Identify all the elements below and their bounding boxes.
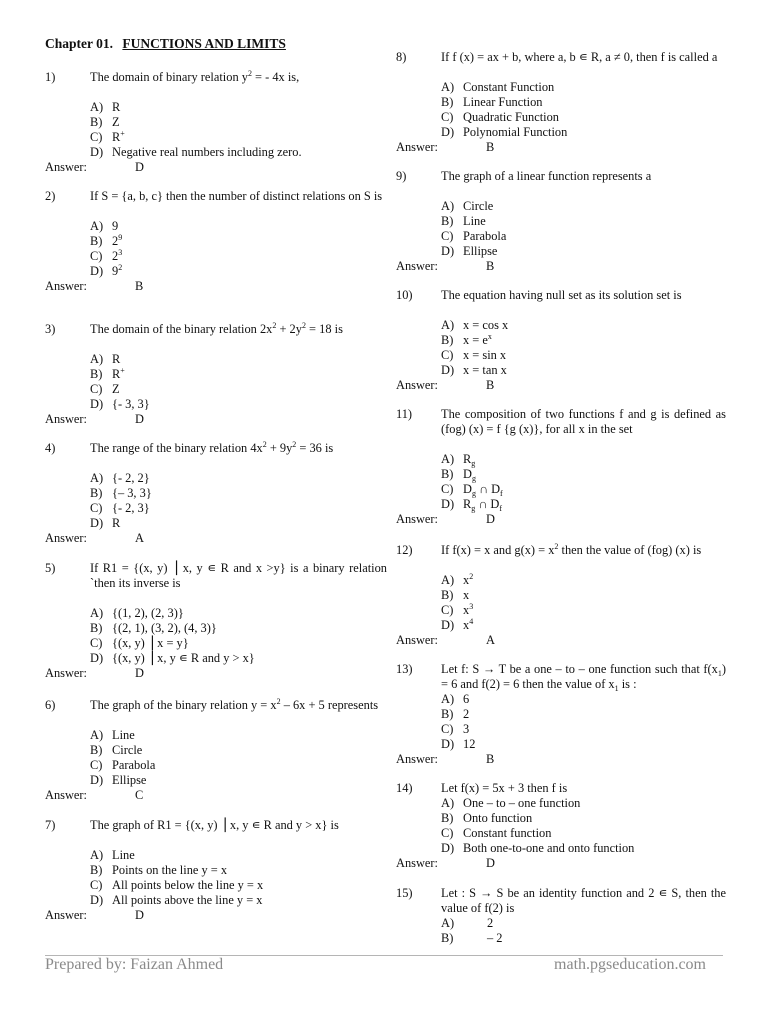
option-a: A) One – to – one function bbox=[441, 796, 581, 810]
answer-value: D bbox=[486, 856, 495, 870]
answer-value: B bbox=[135, 279, 144, 293]
question-stem: 11) The composition of two functions f and g is defined as (fog) (x) = f {g (x)}, for all x in the set bbox=[396, 407, 726, 436]
question-number: 6) bbox=[45, 698, 56, 712]
question-8 bbox=[396, 50, 726, 155]
question-number: 9) bbox=[396, 169, 407, 183]
answer-line: Answer: B bbox=[396, 140, 495, 154]
option-c: C) $2^3$ bbox=[90, 248, 123, 263]
question-number: 10) bbox=[396, 288, 413, 302]
question-stem: 15) Let : S → S be an identity function and 2 ∊ S, then the value of f(2) is bbox=[396, 886, 726, 915]
question-stem: 10) The equation having null set as its solution set is bbox=[396, 288, 682, 302]
question-13 bbox=[396, 662, 726, 767]
answer-value: A bbox=[486, 633, 495, 647]
question-number: 7) bbox=[45, 818, 56, 832]
options bbox=[45, 848, 387, 908]
chapter-number: Chapter 01. bbox=[45, 36, 114, 51]
option-b: B) Points on the line y = x bbox=[90, 863, 228, 877]
option-a: A) 2 bbox=[441, 916, 494, 930]
answer-value: B bbox=[486, 259, 495, 273]
option-a: A) $R_g$ bbox=[441, 452, 476, 468]
option-d: D) $R_g$ ∩ $D_f$ bbox=[441, 497, 503, 513]
answer-line: Answer: D bbox=[45, 160, 144, 174]
option-b: B) $2^9$ bbox=[90, 233, 123, 248]
options bbox=[45, 728, 387, 788]
question-stem: 14) Let f(x) = 5x + 3 then f is bbox=[396, 781, 568, 795]
option-c: C) Parabola bbox=[90, 758, 156, 772]
question-number: 15) bbox=[396, 886, 413, 900]
option-a: A) 9 bbox=[90, 219, 119, 233]
question-stem: 8) If f (x) = ax + b, where a, b ∊ R, a ≠ 0, then f is called a bbox=[396, 50, 718, 64]
option-b: B) $D_g$ bbox=[441, 467, 476, 483]
answer-value: B bbox=[486, 140, 495, 154]
question-number: 12) bbox=[396, 543, 413, 557]
answer-value: D bbox=[135, 908, 144, 922]
answer-line: Answer: B bbox=[396, 752, 495, 766]
option-b: B) Z bbox=[90, 115, 120, 129]
answer-line: Answer: D bbox=[396, 512, 495, 526]
options bbox=[45, 219, 387, 279]
question-5 bbox=[45, 561, 387, 681]
option-a: A) {(1, 2), (2, 3)} bbox=[90, 606, 184, 620]
option-c: C) R+ bbox=[90, 129, 125, 144]
options bbox=[45, 471, 387, 531]
options bbox=[396, 573, 726, 633]
option-c: C) x = sin x bbox=[441, 348, 507, 362]
option-d: D) Negative real numbers including zero. bbox=[90, 145, 302, 159]
question-15 bbox=[396, 886, 726, 946]
answer-line: Answer: D bbox=[396, 856, 495, 870]
footer-author: Prepared by: Faizan Ahmed bbox=[45, 956, 224, 973]
options bbox=[45, 352, 387, 412]
option-d: D) Polynomial Function bbox=[441, 125, 568, 139]
option-b: B) {– 3, 3} bbox=[90, 486, 152, 500]
option-c: C) 3 bbox=[441, 722, 470, 736]
answer-value: B bbox=[486, 752, 495, 766]
question-stem: 12) If f(x) = x and $g(x) = x^2$ then the value of (fog) (x) is bbox=[396, 542, 702, 557]
option-c: C) Z bbox=[90, 382, 120, 396]
option-c: C) {(x, y) ⎥ x = y} bbox=[90, 636, 189, 650]
option-c: C) Constant function bbox=[441, 826, 552, 840]
answer-line: Answer: B bbox=[396, 259, 495, 273]
option-d: D) 12 bbox=[441, 737, 476, 751]
option-b: B) R+ bbox=[90, 366, 125, 381]
question-stem: 9) The graph of a linear function represents a bbox=[396, 169, 652, 183]
question-4 bbox=[45, 441, 387, 546]
option-c: C) All points below the line y = x bbox=[90, 878, 264, 892]
option-b: B) {(2, 1), (3, 2), (4, 3)} bbox=[90, 621, 217, 635]
question-number: 11) bbox=[396, 407, 413, 421]
option-b: B) Linear Function bbox=[441, 95, 543, 109]
option-c: C) $D_g$ ∩ $D_f$ bbox=[441, 482, 503, 498]
option-c: C) $x^3$ bbox=[441, 602, 474, 617]
option-a: A) Line bbox=[90, 848, 135, 862]
option-a: A) Circle bbox=[441, 199, 494, 213]
answer-line: Answer: A bbox=[396, 633, 495, 647]
option-b: B) – 2 bbox=[441, 931, 503, 945]
options bbox=[396, 916, 726, 946]
chapter-title bbox=[45, 36, 286, 51]
answer-line: Answer: A bbox=[45, 531, 144, 545]
option-d: D) {- 3, 3} bbox=[90, 397, 150, 411]
question-2 bbox=[45, 189, 387, 294]
answer-value: D bbox=[486, 512, 495, 526]
answer-value: D bbox=[135, 666, 144, 680]
question-number: 13) bbox=[396, 662, 413, 676]
option-d: D) $x^4$ bbox=[441, 617, 474, 632]
answer-line: Answer: C bbox=[45, 788, 144, 802]
question-number: 5) bbox=[45, 561, 56, 575]
option-d: D) Ellipse bbox=[441, 244, 498, 258]
question-stem: 4) The range of the binary relation $4x^2 + 9y^2 = 36$ is bbox=[45, 440, 334, 455]
question-stem: 5) If R1 = {(x, y) ⎥ x, y ∊ R and x >y} is a binary relation `then its inverse is bbox=[45, 561, 387, 590]
option-b: B) 2 bbox=[441, 707, 470, 721]
answer-line: Answer: D bbox=[45, 666, 144, 680]
option-a: A) Line bbox=[90, 728, 135, 742]
option-c: C) Quadratic Function bbox=[441, 110, 560, 124]
option-b: B) Line bbox=[441, 214, 486, 228]
answer-value: B bbox=[486, 378, 495, 392]
options bbox=[396, 692, 726, 752]
option-a: A) Constant Function bbox=[441, 80, 555, 94]
options bbox=[396, 796, 726, 856]
options bbox=[396, 199, 726, 259]
question-1 bbox=[45, 70, 387, 175]
answer-line: Answer: B bbox=[45, 279, 144, 293]
question-number: 1) bbox=[45, 70, 56, 84]
question-7 bbox=[45, 818, 387, 923]
question-11 bbox=[396, 407, 726, 527]
answer-value: D bbox=[135, 160, 144, 174]
options bbox=[45, 100, 387, 160]
options bbox=[396, 452, 726, 512]
chapter-name: FUNCTIONS AND LIMITS bbox=[122, 36, 286, 51]
answer-line: Answer: B bbox=[396, 378, 495, 392]
question-number: 14) bbox=[396, 781, 413, 795]
question-number: 3) bbox=[45, 322, 56, 336]
option-a: A) x = cos x bbox=[441, 318, 509, 332]
option-d: D) Both one-to-one and onto function bbox=[441, 841, 635, 855]
option-d: D) R bbox=[90, 516, 121, 530]
answer-line: Answer: D bbox=[45, 908, 144, 922]
options bbox=[396, 318, 726, 378]
options bbox=[45, 606, 387, 666]
question-6 bbox=[45, 698, 387, 803]
answer-line: Answer: D bbox=[45, 412, 144, 426]
question-stem: 7) The graph of R1 = {(x, y) ⎥ x, y ∊ R and y > x} is bbox=[45, 818, 339, 832]
option-a: A) $x^2$ bbox=[441, 572, 474, 587]
question-stem: 13) Let f: S → T be a one – to – one function such that $f(x_1) = 6$ and f(2) = 6 then the value of $x_1$ is : bbox=[396, 662, 726, 693]
option-c: C) Parabola bbox=[441, 229, 507, 243]
question-stem: 6) The graph of the binary relation $y = x^2 - 6x + 5$ represents bbox=[45, 697, 379, 712]
option-d: D) All points above the line y = x bbox=[90, 893, 263, 907]
option-a: A) R bbox=[90, 352, 121, 366]
question-stem: 2) If S = {a, b, c} then the number of distinct relations on S is bbox=[45, 189, 383, 203]
question-number: 8) bbox=[396, 50, 407, 64]
answer-value: C bbox=[135, 788, 144, 802]
footer-website: math.pgseducation.com bbox=[554, 956, 706, 973]
options bbox=[396, 80, 726, 140]
option-a: A) R bbox=[90, 100, 121, 114]
answer-value: D bbox=[135, 412, 144, 426]
option-b: B) $x = e^x$ bbox=[441, 332, 492, 347]
option-b: B) Onto function bbox=[441, 811, 533, 825]
option-d: D) x = tan x bbox=[441, 363, 507, 377]
question-stem: 1) The domain of binary relation $y^2$ = - 4x is, bbox=[45, 69, 300, 84]
question-12 bbox=[396, 543, 726, 648]
option-d: D) $9^2$ bbox=[90, 263, 123, 278]
question-14 bbox=[396, 781, 726, 871]
option-b: B) Circle bbox=[90, 743, 143, 757]
question-number: 4) bbox=[45, 441, 56, 455]
question-3 bbox=[45, 322, 387, 427]
option-b: B) x bbox=[441, 588, 470, 602]
question-number: 2) bbox=[45, 189, 56, 203]
question-stem: 3) The domain of the binary relation $2x^2 + 2y^2 = 18$ is bbox=[45, 321, 343, 336]
option-a: A) 6 bbox=[441, 692, 470, 706]
option-a: A) {- 2, 2} bbox=[90, 471, 150, 485]
question-10 bbox=[396, 288, 726, 393]
option-c: C) {- 2, 3} bbox=[90, 501, 150, 515]
question-9 bbox=[396, 169, 726, 274]
option-d: D) Ellipse bbox=[90, 773, 147, 787]
option-d: D) {(x, y) ⎥ x, y ∊ R and y > x} bbox=[90, 651, 255, 665]
answer-value: A bbox=[135, 531, 144, 545]
